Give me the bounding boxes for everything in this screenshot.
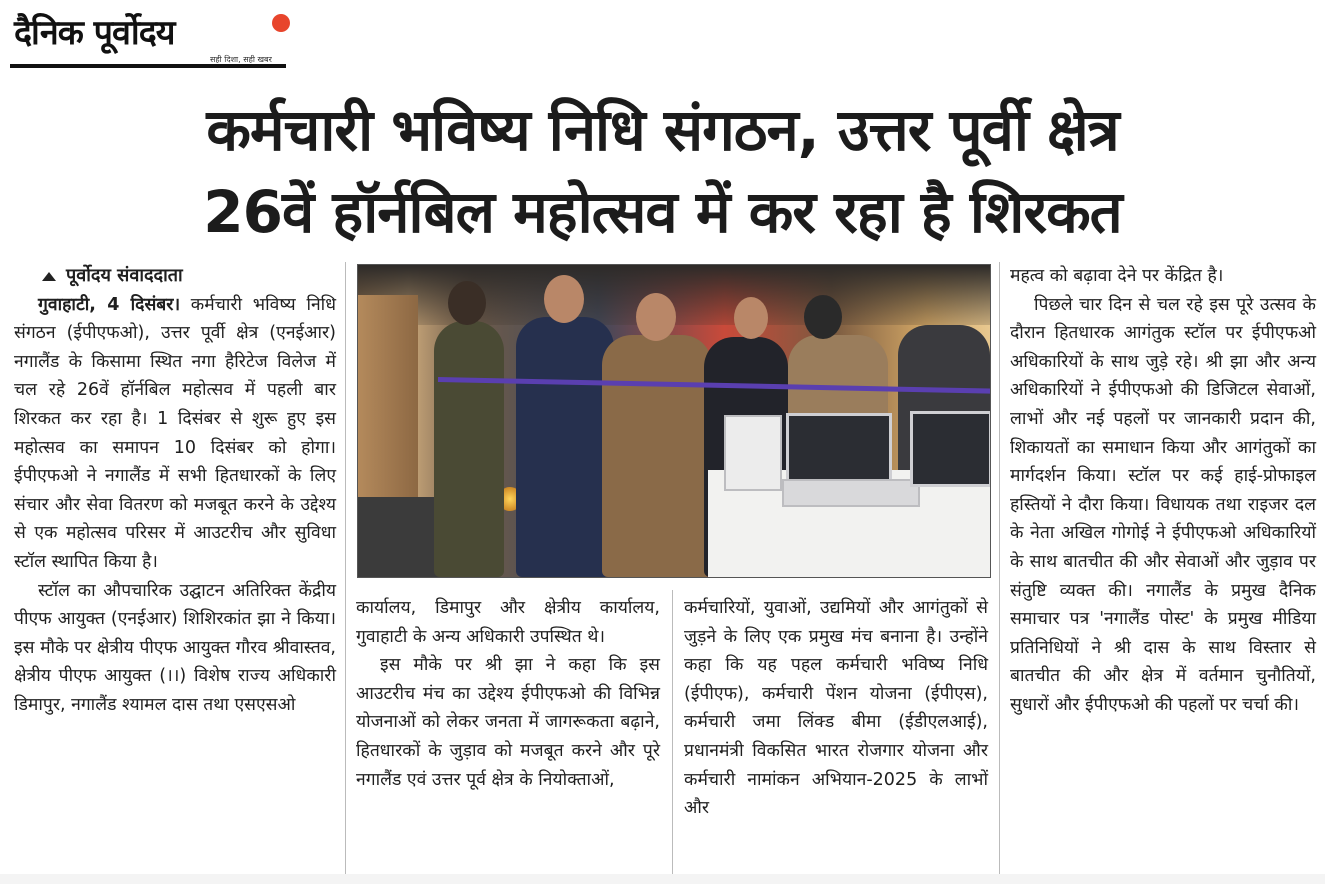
headline-line-2: 26वें हॉर्नबिल महोत्सव में कर रहा है शिरकत [203,178,1122,246]
masthead-rule [10,64,286,68]
paragraph-text: कर्मचारी भविष्य निधि संगठन (ईपीएफओ), उत्तर पूर्वी क्षेत्र (एनईआर) नगालैंड के किसामा स्थित नगा हैरिटेज विलेज में चल रहे 26वें हॉर्नबिल महोत्सव में पहली बार शिरकत कर रहा है। 1 दिसंबर से शुरू हुए इस महोत्सव का समापन 10 दिसंबर को होगा। ईपीएफओ ने नगालैंड में सभी हितधारकों के लिए संचार और सेवा वितरण को मजबूत करने के उद्देश्य से एक महोत्सव परिसर में आउटरीच और सुविधा स्टॉल स्थापित किया है। [14,294,336,572]
article-column-4 [1010,262,1316,720]
paragraph [14,291,336,577]
paragraph: इस मौके पर श्री झा ने कहा कि इस आउटरीच मंच का उद्देश्य ईपीएफओ की विभिन्न योजनाओं को लेकर जनता में जागरूकता बढ़ाने, हितधारकों के जुड़ाव को मजबूत करने और पूरे नगालैंड एवं उत्तर पूर्व क्षेत्र के नियोक्ताओं, [356,655,660,790]
article-column-3 [684,594,988,823]
article-column-1 [14,262,336,720]
headline-line-1: कर्मचारी भविष्य निधि संगठन, उत्तर पूर्वी क्षेत्र [206,96,1119,164]
paragraph: पिछले चार दिन से चल रहे इस पूरे उत्सव के दौरान हितधारक आगंतुक स्टॉल पर ईपीएफओ अधिकारियों के साथ जुड़े रहे। श्री झा और अन्य अधिकारियों ने ईपीएफओ की डिजिटल सेवाओं, लाभों और नई पहलों पर जानकारी प्रदान की, शिकायतों का समाधान किया और आगंतुकों का मार्गदर्शन किया। स्टॉल पर कई हाई-प्रोफाइल हस्तियों ने दौरा किया। विधायक तथा राइजर दल के नेता अखिल गोगोई ने ईपीएफओ अधिकारियों के साथ बातचीत की और सेवाओं और जुड़ाव पर संतुष्टि व्यक्त की। नगालैंड के प्रमुख दैनिक समाचार पत्र 'नगालैंड पोस्ट' के प्रमुख मीडिया प्रतिनिधियों ने श्री दास के साथ विस्तार से बातचीत की और क्षेत्र में वर्तमान चुनौतियों, सुधारों और ईपीएफओ की पहलों पर चर्चा की। [1010,294,1316,715]
paragraph: महत्व को बढ़ावा देने पर केंद्रित है। [1010,266,1224,286]
page-bottom-band [0,874,1325,884]
masthead [10,8,288,72]
paragraph: स्टॉल का औपचारिक उद्घाटन अतिरिक्त केंद्रीय पीएफ आयुक्त (एनईआर) शिशिरकांत झा ने किया। इस मौके पर क्षेत्रीय पीएफ आयुक्त गौरव श्रीवास्तव, क्षेत्रीय पीएफ आयुक्त (।।) विशेष राज्य अधिकारी डिमापुर, नगालैंड श्यामल दास तथा एसएसओ [14,580,336,715]
column-divider [345,262,346,874]
newspaper-logo: दैनिक पूर्वोदय [14,13,175,53]
laptop-icon [910,411,991,487]
column-divider [672,590,673,874]
newspaper-tagline: सही दिशा, सही खबर [210,55,272,64]
dateline: गुवाहाटी, 4 दिसंबर। [38,294,181,315]
paragraph: कर्मचारियों, युवाओं, उद्यमियों और आगंतुकों से जुड़ने के लिए एक प्रमुख मंच बनाना है। उन्होंने कहा कि यह पहल कर्मचारी भविष्य निधि (ईपीएफ), कर्मचारी पेंशन योजना (ईपीएस), कर्मचारी जमा लिंक्ड बीमा (ईडीएलआई), प्रधानमंत्री विकसित भारत रोजगार योजना और कर्मचारी नामांकन अभियान-2025 के लाभों और [684,598,988,819]
laptop-icon [786,413,892,483]
paragraph: कार्यालय, डिमापुर और क्षेत्रीय कार्यालय, गुवाहाटी के अन्य अधिकारी उपस्थित थे। [356,598,660,647]
byline-triangle-icon [42,272,56,281]
article-column-2 [356,594,660,794]
column-divider [999,262,1000,874]
logo-dot-icon [272,14,290,32]
ribbon-cutting-photo [357,264,991,578]
byline: पूर्वोदय संवाददाता [66,265,183,286]
